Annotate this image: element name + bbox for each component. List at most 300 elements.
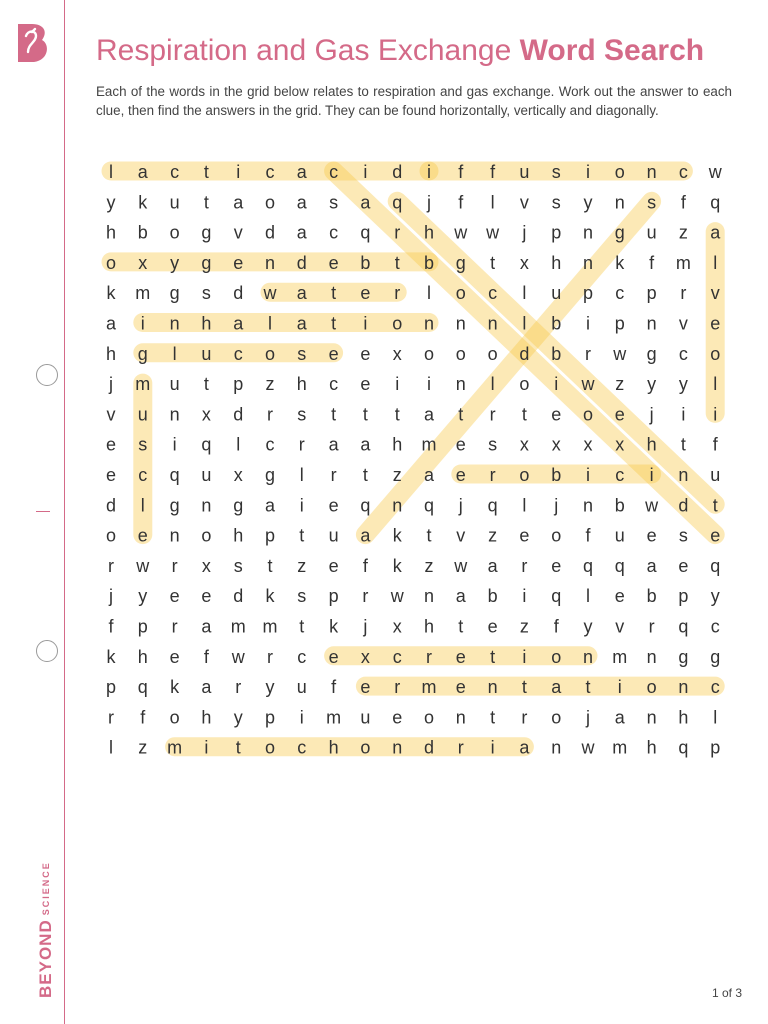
grid-letter: l — [109, 737, 113, 758]
grid-letter: u — [328, 525, 339, 546]
grid-letter: i — [299, 495, 304, 516]
grid-letter: x — [392, 343, 402, 364]
grid-letter: p — [614, 313, 625, 334]
grid-letter: a — [360, 525, 371, 546]
grid-letter: l — [427, 283, 431, 304]
grid-letter: a — [328, 434, 339, 455]
grid-letter: a — [105, 313, 117, 334]
grid-letter: n — [423, 586, 435, 607]
grid-letter: q — [169, 465, 180, 485]
grid-letter: i — [140, 313, 145, 334]
grid-letter: h — [233, 525, 244, 546]
grid-letter: x — [201, 404, 211, 425]
grid-letter: s — [678, 525, 688, 546]
grid-letter: l — [713, 252, 718, 273]
grid-letter: c — [170, 162, 180, 182]
grid-letter: x — [615, 434, 625, 455]
grid-letter: q — [423, 495, 435, 516]
grid-letter: t — [331, 313, 337, 334]
grid-letter: r — [330, 465, 337, 485]
grid-letter: r — [171, 616, 178, 637]
grid-letter: p — [646, 283, 657, 304]
grid-letter: m — [675, 252, 691, 273]
grid-letter: l — [236, 434, 241, 455]
grid-letter: v — [615, 616, 625, 637]
grid-letter: a — [423, 404, 435, 425]
grid-letter: y — [106, 192, 116, 213]
grid-letter: c — [297, 737, 307, 758]
grid-letter: j — [363, 616, 368, 637]
grid-letter: t — [680, 434, 686, 455]
grid-letter: a — [264, 495, 276, 516]
grid-letter: g — [678, 646, 689, 667]
grid-letter: k — [329, 616, 339, 637]
grid-letter: s — [647, 192, 657, 213]
grid-letter: d — [264, 222, 276, 243]
grid-letter: b — [487, 586, 498, 607]
grid-letter: r — [267, 646, 273, 667]
grid-letter: j — [458, 495, 463, 516]
grid-letter: j — [586, 707, 590, 728]
grid-letter: y — [583, 616, 593, 637]
grid-letter: m — [612, 737, 628, 758]
grid-letter: n — [392, 737, 403, 758]
grid-letter: d — [233, 586, 244, 607]
grid-letter: e — [551, 404, 562, 425]
grid-letter: f — [712, 434, 718, 455]
grid-letter: l — [522, 313, 527, 334]
grid-letter: y — [647, 374, 657, 395]
grid-letter: z — [392, 465, 402, 485]
grid-letter: n — [582, 252, 594, 273]
grid-letter: e — [487, 616, 498, 637]
grid-letter: r — [394, 677, 401, 698]
grid-letter: h — [105, 222, 117, 243]
grid-letter: m — [135, 374, 151, 395]
grid-letter: i — [299, 707, 304, 728]
grid-letter: q — [551, 586, 562, 607]
grid-letter: r — [267, 404, 273, 425]
grid-letter: g — [233, 495, 244, 516]
grid-letter: y — [265, 677, 275, 698]
grid-letter: o — [455, 343, 466, 364]
grid-letter: c — [488, 283, 498, 304]
grid-letter: c — [329, 222, 339, 243]
grid-letter: e — [455, 465, 466, 485]
grid-letter: o — [710, 343, 721, 364]
grid-letter: l — [713, 707, 718, 728]
grid-letter: i — [617, 677, 622, 698]
grid-letter: a — [423, 465, 435, 485]
grid-letter: n — [614, 192, 625, 213]
grid-letter: a — [201, 677, 212, 698]
grid-letter: e — [646, 525, 657, 546]
grid-letter: j — [554, 495, 559, 516]
grid-letter: c — [678, 343, 688, 364]
grid-letter: s — [488, 434, 498, 455]
grid-letter: o — [423, 707, 435, 728]
grid-letter: o — [551, 707, 562, 728]
grid-letter: k — [170, 677, 180, 698]
grid-letter: a — [710, 222, 721, 243]
grid-letter: m — [421, 677, 437, 698]
grid-letter: d — [296, 252, 307, 273]
grid-letter: l — [490, 374, 495, 395]
grid-letter: q — [710, 192, 721, 213]
grid-letter: t — [331, 283, 337, 304]
grid-letter: x — [392, 616, 402, 637]
grid-letter: e — [169, 586, 180, 607]
grid-letter: j — [522, 222, 527, 243]
brand-sub: SCIENCE — [41, 861, 51, 916]
intro-text: Each of the words in the grid below relates to respiration and gas exchange. Work out the answer to each clue, then find the answers in the grid. They can be found horizontally, vertically and diagonally. — [96, 84, 732, 118]
grid-letter: b — [137, 222, 148, 243]
grid-letter: r — [394, 222, 401, 243]
grid-letter: h — [296, 374, 307, 395]
grid-letter: i — [522, 646, 527, 667]
grid-letter: c — [329, 162, 339, 182]
grid-letter: q — [614, 555, 625, 576]
grid-letter: n — [264, 252, 276, 273]
grid-letter: o — [551, 646, 562, 667]
grid-letter: w — [581, 374, 595, 395]
grid-letter: n — [646, 707, 657, 728]
grid-letter: e — [455, 677, 466, 698]
grid-letter: c — [265, 162, 275, 182]
grid-letter: l — [268, 313, 272, 334]
grid-letter: a — [519, 737, 530, 758]
grid-letter: c — [678, 162, 688, 182]
grid-letter: o — [646, 677, 657, 698]
grid-letter: h — [423, 222, 435, 243]
grid-letter: e — [328, 343, 339, 364]
grid-letter: t — [490, 252, 496, 273]
grid-letter: q — [137, 677, 148, 698]
grid-letter: o — [201, 525, 212, 546]
grid-letter: o — [169, 707, 180, 728]
grid-letter: t — [362, 404, 368, 425]
grid-letter: h — [392, 434, 403, 455]
grid-letter: n — [582, 646, 594, 667]
grid-letter: e — [360, 677, 371, 698]
grid-letter: o — [169, 222, 180, 243]
grid-letter: i — [586, 313, 590, 334]
grid-letter: j — [649, 404, 654, 425]
grid-letter: r — [362, 586, 369, 607]
grid-letter: c — [233, 343, 243, 364]
grid-letter: a — [360, 434, 371, 455]
grid-letter: s — [138, 434, 148, 455]
grid-letter: k — [106, 283, 116, 304]
grid-letter: n — [455, 707, 466, 728]
grid-letter: n — [678, 465, 689, 485]
grid-letter: w — [263, 283, 277, 304]
grid-letter: n — [487, 313, 498, 334]
grid-letter: a — [455, 586, 466, 607]
grid-letter: z — [615, 374, 625, 395]
grid-letter: n — [455, 374, 466, 395]
grid-letter: r — [108, 555, 114, 576]
grid-letter: u — [137, 404, 148, 425]
grid-letter: z — [265, 374, 275, 395]
grid-letter: b — [423, 252, 435, 273]
grid-letter: i — [713, 404, 718, 425]
grid-letter: u — [296, 677, 307, 698]
grid-letter: v — [710, 283, 720, 304]
grid-letter: h — [423, 616, 435, 637]
grid-letter: p — [264, 525, 276, 546]
grid-letter: i — [649, 465, 654, 485]
grid-letter: x — [551, 434, 561, 455]
grid-letter: t — [299, 616, 305, 637]
grid-letter: y — [138, 586, 148, 607]
grid-letter: r — [394, 283, 401, 304]
grid-letter: j — [427, 192, 431, 213]
grid-letter: l — [713, 374, 718, 395]
grid-letter: w — [454, 555, 468, 576]
title-regular: Respiration and Gas Exchange — [96, 34, 512, 67]
grid-letter: m — [612, 646, 628, 667]
grid-letter: o — [582, 404, 594, 425]
grid-letter: m — [230, 616, 246, 637]
grid-letter: a — [487, 555, 498, 576]
grid-letter: r — [457, 737, 464, 758]
grid-letter: c — [265, 434, 275, 455]
grid-letter: c — [710, 677, 720, 698]
grid-letter: n — [169, 313, 180, 334]
grid-letter: i — [204, 737, 209, 758]
grid-letter: l — [109, 162, 113, 182]
grid-letter: t — [299, 525, 305, 546]
grid-letter: g — [169, 283, 180, 304]
grid-letter: e — [360, 343, 371, 364]
grid-letter: i — [554, 374, 559, 395]
grid-letter: u — [646, 222, 657, 243]
grid-letter: n — [455, 313, 466, 334]
grid-letter: r — [680, 283, 687, 304]
grid-letter: n — [646, 313, 657, 334]
brand-main: BEYOND — [36, 919, 55, 998]
grid-letter: t — [203, 192, 209, 213]
grid-letter: s — [297, 586, 307, 607]
grid-letter: o — [519, 374, 530, 395]
grid-letter: r — [648, 616, 655, 637]
grid-letter: a — [614, 707, 625, 728]
grid-letter: e — [551, 555, 562, 576]
grid-letter: r — [298, 434, 305, 455]
grid-letter: l — [490, 192, 495, 213]
grid-letter: v — [678, 313, 688, 334]
grid-letter: t — [203, 162, 209, 182]
grid-letter: k — [615, 252, 625, 273]
grid-letter: n — [487, 677, 498, 698]
grid-letter: b — [360, 252, 371, 273]
grid-letter: z — [424, 555, 434, 576]
grid-letter: o — [264, 343, 276, 364]
grid-letter: m — [167, 737, 183, 758]
grid-letter: f — [331, 677, 337, 698]
grid-letter: n — [646, 646, 657, 667]
grid-letter: i — [395, 374, 400, 395]
grid-letter: n — [169, 404, 180, 425]
grid-letter: e — [328, 646, 339, 667]
grid-letter: h — [328, 737, 339, 758]
grid-letter: p — [233, 374, 244, 395]
grid-letter: t — [490, 646, 496, 667]
grid-letter: o — [487, 343, 498, 364]
grid-letter: a — [360, 192, 371, 213]
grid-letter: v — [519, 192, 529, 213]
grid-letter: s — [551, 192, 561, 213]
grid-letter: o — [423, 343, 435, 364]
grid-letter: r — [235, 677, 242, 698]
grid-letter: n — [201, 495, 212, 516]
grid-letter: c — [392, 646, 402, 667]
grid-letter: s — [329, 192, 339, 213]
grid-letter: f — [553, 616, 559, 637]
grid-letter: i — [427, 374, 431, 395]
grid-letter: p — [328, 586, 339, 607]
grid-letter: k — [138, 192, 148, 213]
grid-letter: x — [519, 434, 529, 455]
grid-letter: x — [519, 252, 529, 273]
grid-letter: t — [585, 677, 591, 698]
grid-letter: c — [615, 465, 625, 485]
grid-letter: e — [328, 495, 339, 516]
grid-letter: t — [203, 374, 209, 395]
grid-letter: q — [360, 222, 371, 243]
grid-letter: t — [394, 252, 400, 273]
grid-letter: e — [519, 525, 530, 546]
grid-letter: t — [394, 404, 400, 425]
grid-letter: r — [489, 404, 496, 425]
grid-letter: s — [233, 555, 243, 576]
grid-letter: a — [551, 677, 562, 698]
grid-letter: i — [363, 313, 368, 334]
grid-letter: j — [109, 374, 113, 395]
grid-letter: h — [678, 707, 689, 728]
grid-letter: t — [267, 555, 273, 576]
grid-letter: b — [646, 586, 657, 607]
grid-letter: q — [678, 616, 689, 637]
grid-letter: g — [201, 252, 212, 273]
grid-letter: q — [678, 737, 689, 758]
grid-letter: y — [710, 586, 720, 607]
grid-letter: e — [328, 555, 339, 576]
grid-letter: i — [586, 162, 590, 182]
grid-letter: e — [614, 586, 625, 607]
grid-letter: p — [137, 616, 148, 637]
grid-letter: n — [646, 162, 657, 182]
grid-letter: f — [458, 162, 464, 182]
grid-letter: n — [392, 495, 403, 516]
grid-letter: o — [264, 737, 276, 758]
grid-letter: e — [169, 646, 180, 667]
grid-letter: t — [490, 707, 496, 728]
grid-letter: b — [551, 465, 562, 485]
grid-letter: d — [233, 283, 244, 304]
grid-letter: q — [360, 495, 371, 516]
grid-letter: w — [231, 646, 245, 667]
grid-letter: a — [296, 283, 307, 304]
grid-letter: o — [392, 313, 403, 334]
grid-letter: f — [108, 616, 114, 637]
grid-letter: z — [138, 737, 148, 758]
grid-letter: e — [678, 555, 689, 576]
grid-letter: p — [264, 707, 276, 728]
grid-letter: p — [678, 586, 689, 607]
grid-letter: r — [489, 465, 496, 485]
grid-letter: e — [455, 646, 466, 667]
grid-letter: o — [360, 737, 371, 758]
grid-letter: h — [646, 737, 657, 758]
grid-letter: b — [614, 495, 625, 516]
grid-letter: f — [458, 192, 464, 213]
grid-letter: e — [137, 525, 148, 546]
grid-letter: f — [203, 646, 209, 667]
grid-letter: q — [710, 555, 721, 576]
grid-letter: l — [522, 495, 527, 516]
grid-letter: e — [201, 586, 212, 607]
grid-letter: i — [522, 586, 527, 607]
title-bold: Word Search — [519, 34, 705, 67]
grid-letter: h — [105, 343, 117, 364]
grid-letter: d — [678, 495, 689, 516]
grid-letter: c — [329, 374, 339, 395]
grid-letter: f — [362, 555, 368, 576]
grid-letter: w — [645, 495, 659, 516]
grid-letter: f — [140, 707, 146, 728]
grid-letter: a — [137, 162, 148, 182]
grid-letter: t — [712, 495, 718, 516]
grid-letter: k — [392, 555, 402, 576]
grid-letter: g — [614, 222, 625, 243]
grid-letter: a — [296, 162, 307, 182]
grid-letter: u — [201, 465, 212, 485]
grid-letter: o — [455, 283, 466, 304]
grid-letter: r — [585, 343, 591, 364]
grid-letter: b — [551, 313, 562, 334]
grid-letter: u — [169, 192, 180, 213]
grid-letter: h — [551, 252, 562, 273]
grid-letter: x — [360, 646, 370, 667]
grid-letter: q — [582, 555, 594, 576]
grid-letter: s — [201, 283, 211, 304]
grid-letter: r — [426, 646, 432, 667]
grid-letter: s — [551, 162, 561, 182]
grid-letter: d — [392, 162, 403, 182]
grid-letter: f — [585, 525, 591, 546]
grid-letter: y — [170, 252, 180, 273]
grid-letter: k — [392, 525, 402, 546]
grid-letter: t — [521, 677, 527, 698]
grid-letter: a — [201, 616, 212, 637]
grid-letter: z — [519, 616, 529, 637]
grid-letter: g — [169, 495, 180, 516]
grid-letter: w — [136, 555, 150, 576]
grid-letter: g — [137, 343, 148, 364]
grid-letter: i — [172, 434, 177, 455]
grid-letter: e — [710, 525, 721, 546]
grid-letter: w — [708, 162, 722, 182]
grid-letter: n — [678, 677, 689, 698]
grid-letter: h — [646, 434, 657, 455]
grid-letter: a — [646, 555, 657, 576]
grid-letter: a — [296, 192, 307, 213]
grid-letter: h — [201, 707, 212, 728]
grid-letter: a — [233, 192, 244, 213]
grid-letter: p — [551, 222, 562, 243]
